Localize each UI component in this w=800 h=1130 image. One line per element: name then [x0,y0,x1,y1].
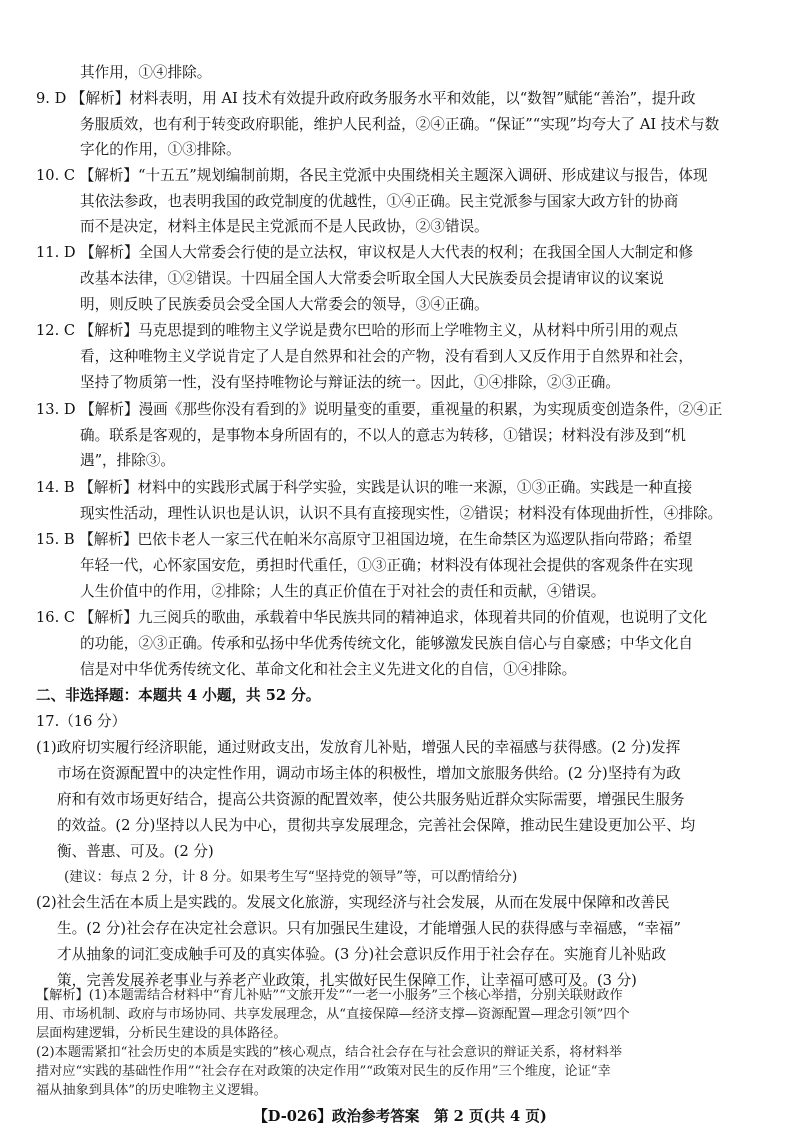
text-line: 的功能，②③正确。传承和弘扬中华优秀传统文化，能够激发民族自信心与自豪感；中华文化自 [80,635,693,652]
text-line: 9. D 【解析】材料表明，用 AI 技术有效提升政府政务服务水平和效能，以“数智”赋能“善治”，提升政 [36,90,696,107]
text-line: 11. D 【解析】全国人大常委会行使的是立法权，审议权是人大代表的权利；在我国全国人大制定和修 [36,244,694,261]
text-line: 12. C 【解析】马克思提到的唯物主义学说是费尔巴哈的形而上学唯物主义，从材料中所引用的观点 [36,322,679,339]
text-line: (建议：每点 2 分，计 8 分。如果考生写“坚持党的领导”等，可以酌情给分) [64,869,518,885]
text-line: 明，则反映了民族委员会受全国人大常委会的领导，③④正确。 [80,296,489,313]
text-line: (1)政府切实履行经济职能，通过财政支出，发放育儿补贴，增强人民的幸福感与获得感。(2 分)发挥 [36,739,681,756]
text-line: 人生价值中的作用，②排除；人生的真正价值在于对社会的责任和贡献，④错误。 [80,583,606,600]
text-line: 年轻一代，心怀家国安危，勇担时代重任，①③正确；材料没有体现社会提供的客观条件在实现 [80,557,693,574]
text-line: 二、非选择题：本题共 4 小题，共 52 分。 [36,687,321,704]
text-line: 务服质效，也有利于转变政府职能，维护人民利益，②④正确。“保证”“实现”均夸大了 AI 技术与数 [80,116,720,133]
text-line: 措对应“实践的基础性作用”“社会存在对政策的决定作用”“政策对民生的反作用”三个维度，论证“幸 [36,1064,611,1079]
text-line: 字化的作用，①③排除。 [80,141,241,158]
text-line: (2)社会生活在本质上是实践的。发展文化旅游，实现经济与社会发展，从而在发展中保障和改善民 [36,894,670,911]
text-line: 而不是决定，材料主体是民主党派而不是人民政协，②③错误。 [80,218,489,235]
text-line: 坚持了物质第一性，没有坚持唯物论与辩证法的统一。因此，①④排除，②③正确。 [80,374,620,391]
text-line: 15. B 【解析】巴依卡老人一家三代在帕米尔高原守卫祖国边境，在生命禁区为巡逻队指向带路；希望 [36,531,693,548]
text-line: 策，完善发展养老事业与养老产业政策，扎实做好民生保障工作，让幸福可感可及。(3 分) [57,972,637,989]
text-line: 生。(2 分)社会存在决定社会意识。只有加强民生建设，才能增强人民的获得感与幸福感，“幸福” [57,920,681,937]
text-line: 【解析】(1)本题需结合材料中“育儿补贴”“文旅开发”“一老一小服务”三个核心举措，分别关联财政作 [36,988,623,1003]
text-line: 衡、普惠、可及。(2 分) [57,843,214,860]
page-footer: 【D-026】政治参考答案 第 2 页(共 4 页) [253,1108,547,1125]
text-line: 看，这种唯物主义学说肯定了人是自然界和社会的产物，没有看到人又反作用于自然界和社会， [80,348,693,365]
text-line: 16. C 【解析】九三阅兵的歌曲，承载着中华民族共同的精神追求，体现着共同的价值观，也说明了文化 [36,609,708,626]
text-line: 14. B 【解析】材料中的实践形式属于科学实验，实践是认识的唯一来源，①③正确。实践是一种直接 [36,479,693,496]
text-line: 福从抽象到具体”的历史唯物主义逻辑。 [36,1083,267,1098]
text-line: 13. D 【解析】漫画《那些你没有看到的》说明量变的重要，重视量的积累，为实现质变创造条件，②④正 [36,401,723,418]
text-line: 其作用，①④排除。 [80,64,212,81]
text-line: 的效益。(2 分)坚持以人民为中心，贯彻共享发展理念，完善社会保障，推动民生建设更加公平、均 [57,817,696,834]
text-line: (2)本题需紧扣“社会历史的本质是实践的”核心观点，结合社会存在与社会意识的辩证关系，将材料举 [36,1045,623,1060]
text-line: 改基本法律，①②错误。十四届全国人大常委会听取全国人大民族委员会提请审议的议案说 [80,270,664,287]
text-line: 17.（16 分） [36,713,127,730]
text-line: 遇”，排除③。 [80,452,176,469]
text-line: 其依法参政，也表明我国的政党制度的优越性，①④正确。民主党派参与国家大政方针的协商 [80,193,679,210]
text-line: 府和有效市场更好结合，提高公共资源的配置效率，使公共服务贴近群众实际需要，增强民生服务 [57,791,685,808]
text-line: 现实性活动，理性认识也是认识，认识不具有直接现实性，②错误；材料没有体现曲折性，④排除。 [80,505,723,522]
text-line: 确。联系是客观的，是事物本身所固有的，不以人的意志为转移，①错误；材料没有涉及到“机 [80,427,686,444]
text-line: 才从抽象的词汇变成触手可及的真实体验。(3 分)社会意识反作用于社会存在。实施育儿补贴政 [57,946,667,963]
text-line: 10. C 【解析】“十五五”规划编制前期，各民主党派中央围绕相关主题深入调研、形成建议与报告，体现 [36,167,708,184]
text-line: 层面构建逻辑，分析民生建设的具体路径。 [36,1026,287,1041]
text-line: 信是对中华优秀传统文化、革命文化和社会主义先进文化的自信，①④排除。 [80,661,577,678]
text-line: 市场在资源配置中的决定性作用，调动市场主体的积极性，增加文旅服务供给。(2 分)坚持有为政 [57,765,681,782]
text-line: 用、市场机制、政府与市场协同、共享发展理念，从“直接保障—经济支撑—资源配置—理念引领”四个 [36,1007,630,1022]
